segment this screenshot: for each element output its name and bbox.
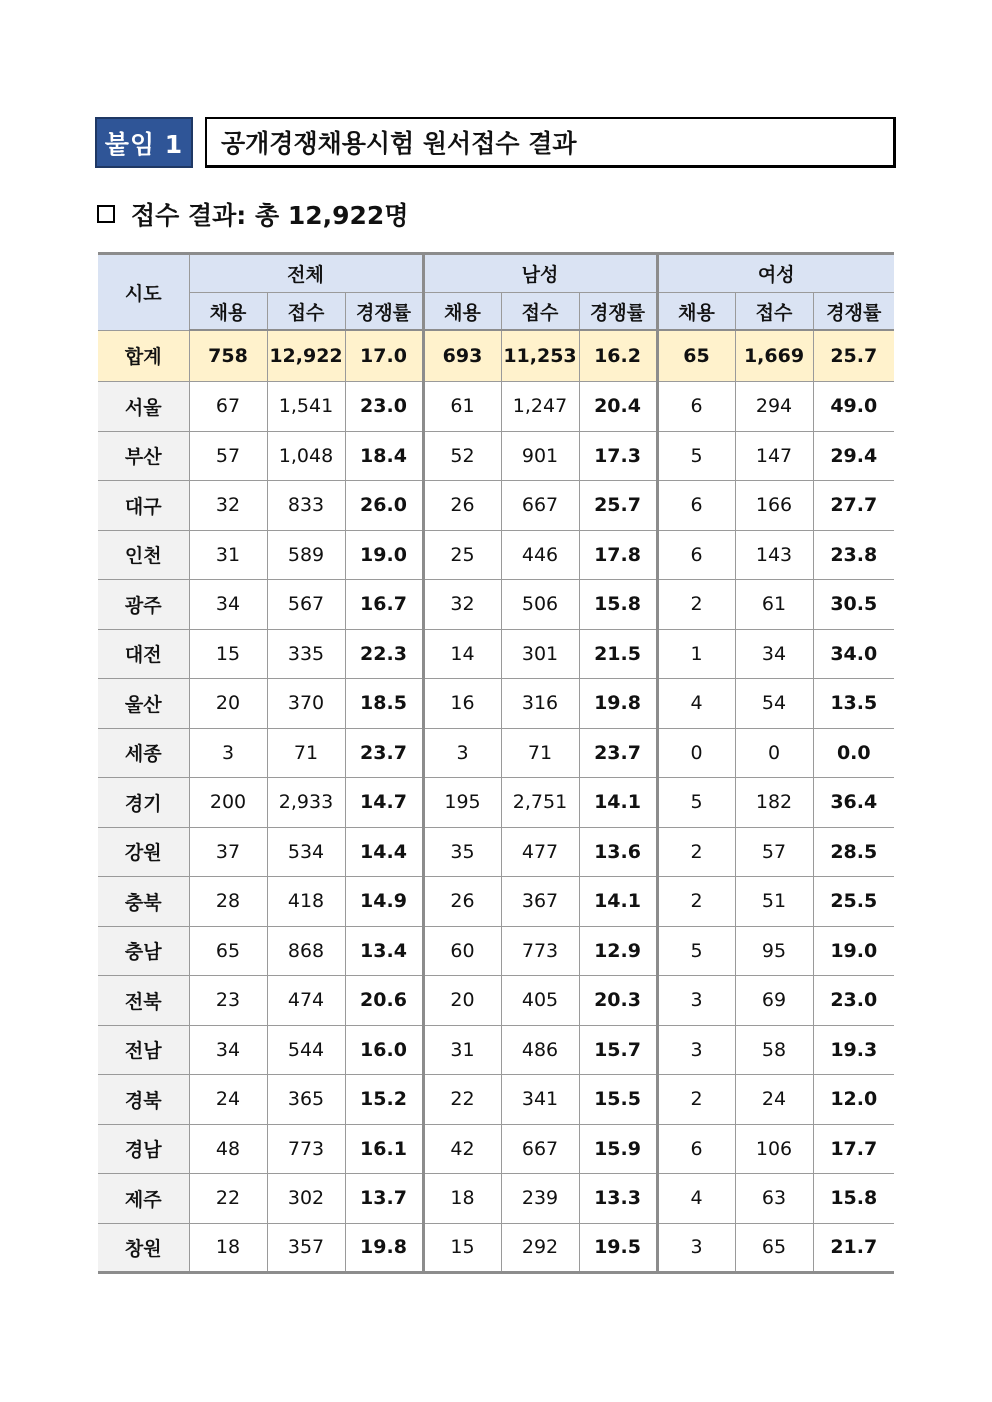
value-cell: 418 [267, 877, 345, 927]
value-cell: 1,247 [501, 382, 579, 432]
value-cell: 833 [267, 481, 345, 531]
value-cell: 166 [735, 481, 813, 531]
value-cell: 18 [189, 1223, 267, 1273]
subheader-cell: 경쟁률 [579, 293, 657, 331]
value-cell: 13.7 [345, 1174, 423, 1224]
total-row [98, 330, 894, 382]
value-cell: 67 [189, 382, 267, 432]
value-cell: 17.3 [579, 431, 657, 481]
value-cell: 15.8 [813, 1174, 894, 1224]
value-cell: 58 [735, 1025, 813, 1075]
region-cell: 대구 [98, 481, 189, 531]
value-cell: 0 [657, 728, 735, 778]
value-cell: 26 [423, 481, 501, 531]
value-cell: 36.4 [813, 778, 894, 828]
value-cell: 3 [657, 976, 735, 1026]
value-cell: 19.0 [813, 926, 894, 976]
value-cell: 0 [735, 728, 813, 778]
value-cell: 294 [735, 382, 813, 432]
value-cell: 4 [657, 1174, 735, 1224]
value-cell: 26.0 [345, 481, 423, 531]
value-cell: 23 [189, 976, 267, 1026]
value-cell: 589 [267, 530, 345, 580]
value-cell: 14.7 [345, 778, 423, 828]
value-cell: 95 [735, 926, 813, 976]
value-cell: 30.5 [813, 580, 894, 630]
value-cell: 69 [735, 976, 813, 1026]
value-cell: 2 [657, 580, 735, 630]
value-cell: 23.0 [813, 976, 894, 1026]
value-cell: 15 [423, 1223, 501, 1273]
value-cell: 13.6 [579, 827, 657, 877]
value-cell: 16.0 [345, 1025, 423, 1075]
table-row [98, 1174, 894, 1224]
value-cell: 18.4 [345, 431, 423, 481]
value-cell: 0.0 [813, 728, 894, 778]
region-cell: 세종 [98, 728, 189, 778]
value-cell: 868 [267, 926, 345, 976]
value-cell: 18 [423, 1174, 501, 1224]
value-cell: 13.4 [345, 926, 423, 976]
title-bar [95, 117, 896, 168]
value-cell: 16.7 [345, 580, 423, 630]
group-header-male: 남성 [423, 254, 657, 293]
value-cell: 292 [501, 1223, 579, 1273]
value-cell: 341 [501, 1075, 579, 1125]
value-cell: 16.2 [579, 330, 657, 382]
value-cell: 534 [267, 827, 345, 877]
value-cell: 11,253 [501, 330, 579, 382]
region-cell: 강원 [98, 827, 189, 877]
value-cell: 19.5 [579, 1223, 657, 1273]
value-cell: 19.0 [345, 530, 423, 580]
value-cell: 23.8 [813, 530, 894, 580]
value-cell: 474 [267, 976, 345, 1026]
value-cell: 3 [189, 728, 267, 778]
region-cell: 경남 [98, 1124, 189, 1174]
value-cell: 34 [735, 629, 813, 679]
value-cell: 48 [189, 1124, 267, 1174]
value-cell: 27.7 [813, 481, 894, 531]
value-cell: 2 [657, 1075, 735, 1125]
value-cell: 61 [735, 580, 813, 630]
table-row [98, 976, 894, 1026]
table-row [98, 728, 894, 778]
value-cell: 6 [657, 1124, 735, 1174]
region-cell: 합계 [98, 330, 189, 382]
value-cell: 1,541 [267, 382, 345, 432]
attachment-badge: 붙임 1 [95, 117, 193, 168]
value-cell: 34 [189, 580, 267, 630]
table-row [98, 1223, 894, 1273]
value-cell: 19.3 [813, 1025, 894, 1075]
value-cell: 37 [189, 827, 267, 877]
value-cell: 65 [189, 926, 267, 976]
value-cell: 19.8 [579, 679, 657, 729]
value-cell: 32 [189, 481, 267, 531]
value-cell: 25.7 [579, 481, 657, 531]
value-cell: 667 [501, 481, 579, 531]
value-cell: 20.3 [579, 976, 657, 1026]
value-cell: 35 [423, 827, 501, 877]
value-cell: 15.5 [579, 1075, 657, 1125]
value-cell: 2,933 [267, 778, 345, 828]
value-cell: 370 [267, 679, 345, 729]
value-cell: 22 [423, 1075, 501, 1125]
region-cell: 충남 [98, 926, 189, 976]
table-row [98, 679, 894, 729]
value-cell: 567 [267, 580, 345, 630]
value-cell: 57 [735, 827, 813, 877]
table-row [98, 629, 894, 679]
value-cell: 54 [735, 679, 813, 729]
value-cell: 22 [189, 1174, 267, 1224]
table-row [98, 1124, 894, 1174]
value-cell: 2 [657, 827, 735, 877]
value-cell: 14.1 [579, 778, 657, 828]
value-cell: 773 [267, 1124, 345, 1174]
results-table [98, 252, 894, 1274]
table-row [98, 1025, 894, 1075]
value-cell: 106 [735, 1124, 813, 1174]
value-cell: 57 [189, 431, 267, 481]
value-cell: 1,048 [267, 431, 345, 481]
value-cell: 15.7 [579, 1025, 657, 1075]
region-cell: 전북 [98, 976, 189, 1026]
value-cell: 24 [189, 1075, 267, 1125]
value-cell: 195 [423, 778, 501, 828]
value-cell: 13.5 [813, 679, 894, 729]
subheader-cell: 채용 [189, 293, 267, 331]
value-cell: 405 [501, 976, 579, 1026]
section-heading [97, 194, 408, 234]
value-cell: 5 [657, 778, 735, 828]
value-cell: 25.5 [813, 877, 894, 927]
value-cell: 49.0 [813, 382, 894, 432]
value-cell: 4 [657, 679, 735, 729]
value-cell: 1 [657, 629, 735, 679]
value-cell: 301 [501, 629, 579, 679]
value-cell: 14.4 [345, 827, 423, 877]
value-cell: 21.7 [813, 1223, 894, 1273]
value-cell: 13.3 [579, 1174, 657, 1224]
value-cell: 12.9 [579, 926, 657, 976]
value-cell: 63 [735, 1174, 813, 1224]
value-cell: 182 [735, 778, 813, 828]
value-cell: 14.1 [579, 877, 657, 927]
value-cell: 15 [189, 629, 267, 679]
region-cell: 광주 [98, 580, 189, 630]
table-row [98, 530, 894, 580]
value-cell: 17.0 [345, 330, 423, 382]
value-cell: 147 [735, 431, 813, 481]
value-cell: 367 [501, 877, 579, 927]
region-cell: 경기 [98, 778, 189, 828]
value-cell: 19.8 [345, 1223, 423, 1273]
value-cell: 15.9 [579, 1124, 657, 1174]
value-cell: 32 [423, 580, 501, 630]
subheader-cell: 접수 [267, 293, 345, 331]
value-cell: 3 [657, 1025, 735, 1075]
value-cell: 22.3 [345, 629, 423, 679]
value-cell: 34 [189, 1025, 267, 1075]
region-cell: 대전 [98, 629, 189, 679]
value-cell: 52 [423, 431, 501, 481]
value-cell: 15.8 [579, 580, 657, 630]
value-cell: 23.7 [579, 728, 657, 778]
value-cell: 302 [267, 1174, 345, 1224]
subheader-cell: 채용 [423, 293, 501, 331]
region-cell: 인천 [98, 530, 189, 580]
value-cell: 6 [657, 382, 735, 432]
value-cell: 316 [501, 679, 579, 729]
subheader-cell: 경쟁률 [813, 293, 894, 331]
value-cell: 25 [423, 530, 501, 580]
value-cell: 758 [189, 330, 267, 382]
region-cell: 창원 [98, 1223, 189, 1273]
value-cell: 29.4 [813, 431, 894, 481]
value-cell: 12,922 [267, 330, 345, 382]
region-header: 시도 [98, 254, 189, 331]
value-cell: 14 [423, 629, 501, 679]
value-cell: 42 [423, 1124, 501, 1174]
value-cell: 3 [657, 1223, 735, 1273]
table-row [98, 926, 894, 976]
value-cell: 17.8 [579, 530, 657, 580]
table-row [98, 1075, 894, 1125]
region-cell: 제주 [98, 1174, 189, 1224]
value-cell: 20 [423, 976, 501, 1026]
value-cell: 335 [267, 629, 345, 679]
table-row [98, 778, 894, 828]
value-cell: 2,751 [501, 778, 579, 828]
value-cell: 61 [423, 382, 501, 432]
value-cell: 65 [657, 330, 735, 382]
document-title: 공개경쟁채용시험 원서접수 결과 [205, 117, 896, 168]
table-row [98, 431, 894, 481]
value-cell: 1,669 [735, 330, 813, 382]
table-row [98, 382, 894, 432]
value-cell: 18.5 [345, 679, 423, 729]
value-cell: 667 [501, 1124, 579, 1174]
subheader-cell: 채용 [657, 293, 735, 331]
value-cell: 2 [657, 877, 735, 927]
value-cell: 51 [735, 877, 813, 927]
value-cell: 25.7 [813, 330, 894, 382]
value-cell: 14.9 [345, 877, 423, 927]
value-cell: 23.0 [345, 382, 423, 432]
value-cell: 357 [267, 1223, 345, 1273]
value-cell: 143 [735, 530, 813, 580]
value-cell: 34.0 [813, 629, 894, 679]
value-cell: 65 [735, 1223, 813, 1273]
region-cell: 충북 [98, 877, 189, 927]
group-header-total: 전체 [189, 254, 423, 293]
table-row [98, 827, 894, 877]
value-cell: 506 [501, 580, 579, 630]
value-cell: 446 [501, 530, 579, 580]
value-cell: 26 [423, 877, 501, 927]
value-cell: 6 [657, 530, 735, 580]
value-cell: 28 [189, 877, 267, 927]
section-heading-text: 접수 결과: 총 12,922명 [131, 201, 409, 230]
subheader-cell: 접수 [735, 293, 813, 331]
value-cell: 6 [657, 481, 735, 531]
value-cell: 31 [423, 1025, 501, 1075]
value-cell: 12.0 [813, 1075, 894, 1125]
group-header-female: 여성 [657, 254, 894, 293]
checkbox-icon [97, 205, 115, 223]
value-cell: 5 [657, 926, 735, 976]
region-cell: 울산 [98, 679, 189, 729]
value-cell: 16.1 [345, 1124, 423, 1174]
value-cell: 23.7 [345, 728, 423, 778]
value-cell: 477 [501, 827, 579, 877]
table-row [98, 877, 894, 927]
value-cell: 17.7 [813, 1124, 894, 1174]
value-cell: 24 [735, 1075, 813, 1125]
region-cell: 경북 [98, 1075, 189, 1125]
region-cell: 부산 [98, 431, 189, 481]
value-cell: 31 [189, 530, 267, 580]
table-row [98, 481, 894, 531]
value-cell: 200 [189, 778, 267, 828]
table-row [98, 580, 894, 630]
value-cell: 21.5 [579, 629, 657, 679]
value-cell: 20.4 [579, 382, 657, 432]
value-cell: 901 [501, 431, 579, 481]
region-cell: 서울 [98, 382, 189, 432]
value-cell: 20 [189, 679, 267, 729]
value-cell: 71 [501, 728, 579, 778]
value-cell: 5 [657, 431, 735, 481]
value-cell: 28.5 [813, 827, 894, 877]
value-cell: 486 [501, 1025, 579, 1075]
subheader-cell: 접수 [501, 293, 579, 331]
value-cell: 71 [267, 728, 345, 778]
value-cell: 15.2 [345, 1075, 423, 1125]
subheader-cell: 경쟁률 [345, 293, 423, 331]
value-cell: 60 [423, 926, 501, 976]
value-cell: 693 [423, 330, 501, 382]
value-cell: 3 [423, 728, 501, 778]
value-cell: 239 [501, 1174, 579, 1224]
value-cell: 20.6 [345, 976, 423, 1026]
value-cell: 365 [267, 1075, 345, 1125]
value-cell: 773 [501, 926, 579, 976]
region-cell: 전남 [98, 1025, 189, 1075]
value-cell: 16 [423, 679, 501, 729]
value-cell: 544 [267, 1025, 345, 1075]
